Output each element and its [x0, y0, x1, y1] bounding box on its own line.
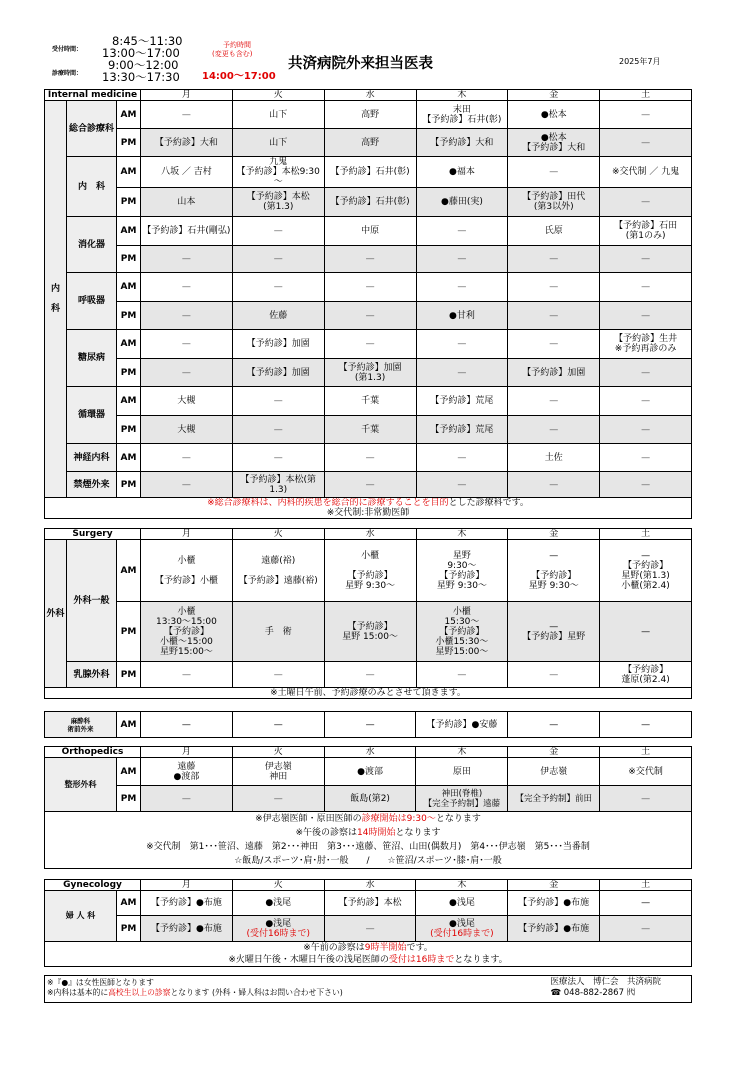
breast-surgery-label: 乳腺外科	[67, 662, 117, 688]
surgery-pm-wed: 【予約診】 星野 15:00～	[324, 602, 416, 662]
schedule-cell: 大槻	[141, 387, 233, 416]
schedule-cell: —	[600, 359, 692, 387]
ortho-pm-row: PM — — 飯島(第2) 神田(脊椎) 【完全予約制】遠藤 【完全予約制】前田 —	[45, 786, 692, 812]
anesthesia-table: 麻酔科 術前外来 AM — — — 【予約診】●安藤 — —	[44, 711, 692, 738]
schedule-cell: —	[141, 359, 233, 387]
surgery-general-label: 外科一般	[67, 540, 117, 662]
schedule-cell: —	[324, 472, 416, 498]
schedule-cell: 山下	[232, 101, 324, 129]
subdept-label: 呼吸器	[67, 273, 117, 330]
schedule-cell: —	[232, 246, 324, 273]
schedule-cell: —	[600, 273, 692, 302]
day-tue: 火	[232, 90, 324, 101]
schedule-date: 2025年7月	[619, 57, 661, 66]
gyn-label: 婦 人 科	[45, 891, 117, 942]
schedule-cell: ●藤田(実)	[416, 188, 508, 217]
subdept-label: 禁煙外来	[67, 472, 117, 498]
schedule-cell: —	[508, 273, 600, 302]
schedule-cell: 【予約診】石井(彰)	[324, 188, 416, 217]
schedule-cell: —	[324, 330, 416, 359]
schedule-cell: —	[141, 246, 233, 273]
reception-time-label: 受付時間：	[52, 46, 83, 53]
hospital-name: 医療法人 博仁会 共済病院	[550, 977, 661, 987]
schedule-cell: 山下	[232, 129, 324, 157]
page-title: 共済病院外来担当医表	[288, 56, 433, 72]
internal-row	[45, 416, 692, 444]
gyn-notes: ※午前の診察は9時半開始です。 ※火曜日午後・木曜日午後の浅尾医師の受付は16時までとなります。	[45, 942, 692, 967]
internal-medicine-table	[44, 89, 692, 519]
internal-category: 内科	[45, 101, 67, 498]
subdept-label: 糖尿病	[67, 330, 117, 387]
consult-afternoon: 13:30～17:30	[102, 70, 180, 84]
schedule-cell: —	[600, 472, 692, 498]
reserve-label: 予約時間	[223, 41, 251, 49]
schedule-cell: 大槻	[141, 416, 233, 444]
gyn-am-row: 婦 人 科 AM 【予約診】●布施 ●浅尾 【予約診】本松 ●浅尾 【予約診】●布施 —	[45, 891, 692, 916]
ampm-label: AM	[117, 387, 141, 416]
schedule-cell: —	[508, 472, 600, 498]
schedule-cell: —	[232, 444, 324, 472]
surgery-category: 外科	[45, 540, 67, 688]
hospital-contact	[550, 977, 661, 999]
footer-notes: ※『●』は女性医師となります ※内科は基本的に高校生以上の診察となります (外科・婦人科はお問い合わせ下さい)	[47, 978, 343, 997]
schedule-cell: —	[600, 444, 692, 472]
internal-row	[45, 157, 692, 188]
schedule-cell: 【予約診】田代 (第3以外)	[508, 188, 600, 217]
schedule-cell: —	[232, 387, 324, 416]
surgery-am-mon: 小櫃 【予約診】小櫃	[141, 540, 233, 602]
schedule-cell: —	[141, 444, 233, 472]
internal-row	[45, 359, 692, 387]
surgery-pm-fri: — 【予約診】星野	[508, 602, 600, 662]
schedule-cell: —	[232, 273, 324, 302]
schedule-cell: —	[141, 330, 233, 359]
anesthesia-label: 麻酔科 術前外来	[45, 712, 117, 738]
schedule-cell: ●松本 【予約診】大和	[508, 129, 600, 157]
schedule-cell: 【予約診】加園	[232, 359, 324, 387]
schedule-cell: 【予約診】生井 ※予約再診のみ	[600, 330, 692, 359]
schedule-cell: 末田 【予約診】石井(彰)	[416, 101, 508, 129]
ampm-label: PM	[117, 416, 141, 444]
schedule-cell: —	[416, 444, 508, 472]
schedule-cell: —	[600, 188, 692, 217]
schedule-cell: 高野	[324, 129, 416, 157]
page-header	[0, 0, 735, 88]
internal-row	[45, 188, 692, 217]
gynecology-table: Gynecology 月 火 水 木 金 土 婦 人 科 AM 【予約診】●布施 ●浅尾 【予約診】本松 ●浅尾 【予約診】●布施 — PM 【予約診】●布施 ●浅尾 (受付16時まで) — ●浅尾 (受付16時まで) 【予約診】●布施 — ※午前の診察は9時半開始です。 ※火曜日午後・木曜日午後の浅尾医師の受付は16時までとなります。	[44, 879, 692, 967]
surgery-am-row	[45, 540, 692, 602]
pm-label: PM	[117, 602, 141, 662]
schedule-cell: —	[232, 416, 324, 444]
schedule-cell: —	[324, 246, 416, 273]
surgery-table	[44, 528, 692, 699]
surgery-am-sat: — 【予約診】 星野(第1.3) 小櫃(第2.4)	[600, 540, 692, 602]
schedule-cell: —	[600, 387, 692, 416]
internal-row	[45, 472, 692, 498]
ortho-am-row: 整形外科 AM 遠藤 ●渡部 伊志嶺 神田 ●渡部 原田 伊志嶺 ※交代制	[45, 758, 692, 786]
ampm-label: AM	[117, 444, 141, 472]
schedule-cell: 【予約診】石井(剛弘)	[141, 217, 233, 246]
ampm-label: AM	[117, 101, 141, 129]
internal-row	[45, 129, 692, 157]
schedule-cell: 【予約診】加園	[508, 359, 600, 387]
subdept-label: 循環器	[67, 387, 117, 444]
schedule-cell: 佐藤	[232, 302, 324, 330]
schedule-cell: 【予約診】本松 (第1.3)	[232, 188, 324, 217]
schedule-cell: —	[600, 129, 692, 157]
surgery-pm-thu: 小櫃 15:30～ 【予約診】 小櫃15:30～ 星野15:00～	[416, 602, 508, 662]
section-label: Gynecology	[45, 880, 141, 891]
schedule-cell: 中原	[324, 217, 416, 246]
breast-sat: 【予約診】 蓬原(第2.4)	[600, 662, 692, 688]
internal-row	[45, 273, 692, 302]
surgery-am-wed: 小櫃 【予約診】 星野 9:30～	[324, 540, 416, 602]
schedule-cell: ※交代制 ／ 九鬼	[600, 157, 692, 188]
ortho-label: 整形外科	[45, 758, 117, 812]
subdept-label: 内 科	[67, 157, 117, 217]
section-label: Internal medicine	[45, 90, 141, 101]
schedule-cell: 山本	[141, 188, 233, 217]
ampm-label: AM	[117, 273, 141, 302]
internal-note: ※総合診療科は、内科的疾患を総合的に診療することを目的とした診療科です。 ※交代制:非常勤医師	[45, 498, 692, 519]
day-header-row: Surgery 月 火 水 木 金 土	[45, 529, 692, 540]
ampm-label: AM	[117, 330, 141, 359]
hospital-phone: ☎ 048-882-2867 ㈹	[550, 988, 636, 998]
day-wed: 水	[324, 90, 416, 101]
surgery-pm-row	[45, 602, 692, 662]
ampm-label: PM	[117, 472, 141, 498]
consult-morning: 9:00～12:00	[108, 58, 179, 72]
consult-time-label: 診療時間：	[52, 70, 83, 77]
schedule-cell: —	[324, 273, 416, 302]
schedule-cell: 【予約診】加園	[232, 330, 324, 359]
schedule-cell: 【予約診】大和	[141, 129, 233, 157]
schedule-cell: —	[141, 101, 233, 129]
ampm-label: AM	[117, 157, 141, 188]
schedule-cell: —	[416, 472, 508, 498]
schedule-cell: —	[141, 302, 233, 330]
schedule-cell: —	[324, 302, 416, 330]
schedule-cell: —	[141, 273, 233, 302]
surgery-note: ※土曜日午前、予約診療のみとさせて頂きます。	[45, 688, 692, 699]
reception-morning: 8:45～11:30	[112, 34, 183, 48]
schedule-cell: —	[600, 101, 692, 129]
schedule-cell: 高野	[324, 101, 416, 129]
schedule-cell: —	[141, 472, 233, 498]
internal-row	[45, 387, 692, 416]
reserve-time: 14:00～17:00	[202, 71, 276, 82]
schedule-cell: —	[416, 359, 508, 387]
breast-row: 乳腺外科 PM — — — — — 【予約診】 蓬原(第2.4)	[45, 662, 692, 688]
schedule-cell: 氏原	[508, 217, 600, 246]
schedule-cell: 八坂 ／ 吉村	[141, 157, 233, 188]
ampm-label: PM	[117, 302, 141, 330]
subdept-label: 神経内科	[67, 444, 117, 472]
schedule-cell: ●松本	[508, 101, 600, 129]
day-thu: 木	[416, 90, 508, 101]
surgery-pm-mon: 小櫃 13:30～15:00 【予約診】 小櫃～15:00 星野15:00～	[141, 602, 233, 662]
internal-row	[45, 330, 692, 359]
schedule-cell: ●甘利	[416, 302, 508, 330]
ampm-label: PM	[117, 359, 141, 387]
schedule-cell: —	[508, 302, 600, 330]
section-label: Orthopedics	[45, 747, 141, 758]
ampm-label: PM	[117, 129, 141, 157]
surgery-am-fri: — 【予約診】 星野 9:30～	[508, 540, 600, 602]
footer-box	[44, 975, 692, 1003]
schedule-cell: —	[508, 387, 600, 416]
surgery-am-thu: 星野 9:30～ 【予約診】 星野 9:30～	[416, 540, 508, 602]
ampm-label: PM	[117, 188, 141, 217]
schedule-cell: —	[600, 246, 692, 273]
schedule-cell: —	[416, 246, 508, 273]
reception-afternoon: 13:00～17:00	[102, 46, 180, 60]
schedule-cell: 【予約診】大和	[416, 129, 508, 157]
schedule-cell: —	[416, 330, 508, 359]
schedule-cell: —	[600, 302, 692, 330]
schedule-cell: 【予約診】荒尾	[416, 387, 508, 416]
schedule-cell: 【予約診】本松(第1.3)	[232, 472, 324, 498]
schedule-cell: 【予約診】石井(彰)	[324, 157, 416, 188]
section-label: Surgery	[45, 529, 141, 540]
ampm-label: AM	[117, 217, 141, 246]
surgery-am-tue: 遠藤(裕) 【予約診】遠藤(裕)	[232, 540, 324, 602]
surgery-pm-sat: —	[600, 602, 692, 662]
internal-row	[45, 444, 692, 472]
schedule-cell: —	[508, 330, 600, 359]
schedule-cell: 土佐	[508, 444, 600, 472]
schedule-cell: ●福本	[416, 157, 508, 188]
reserve-label-sub: (変更も含む)	[212, 50, 253, 58]
internal-row	[45, 246, 692, 273]
schedule-cell: —	[508, 246, 600, 273]
schedule-cell: 【予約診】荒尾	[416, 416, 508, 444]
schedule-cell: 【予約診】加園 (第1.3)	[324, 359, 416, 387]
schedule-cell: 千葉	[324, 387, 416, 416]
surgery-pm-tue: 手 術	[232, 602, 324, 662]
ortho-notes: ※伊志嶺医師・原田医師の診療開始は9:30～となります ※午後の診察は14時開始となります ※交代制 第1･･･笹沼、遠藤 第2･･･神田 第3･･･遠藤、笹沼、山田(偶数月) 第4･･･伊志嶺 第5･･･当番制 ☆飯島/スポーツ･肩･肘･一般 / ☆笹沼/スポーツ･膝･肩･一般	[45, 812, 692, 869]
internal-row	[45, 101, 692, 129]
gyn-pm-row: PM 【予約診】●布施 ●浅尾 (受付16時まで) — ●浅尾 (受付16時まで) 【予約診】●布施 —	[45, 916, 692, 942]
internal-row	[45, 302, 692, 330]
schedule-cell: —	[508, 416, 600, 444]
day-fri: 金	[508, 90, 600, 101]
orthopedics-table: Orthopedics 月 火 水 木 金 土 整形外科 AM 遠藤 ●渡部 伊志嶺 神田 ●渡部 原田 伊志嶺 ※交代制 PM — — 飯島(第2) 神田(脊椎) 【完全予約制】遠藤 【完全予約制】前田 — ※伊志嶺医師・原田医師の診療開始は9:30～となります ※午後の診察は14時開始となります ※交代制 第1･･･笹沼、遠藤 第2･･･神田 第3･･･遠藤、笹沼、山田(偶数月) 第4･･･伊志嶺 第5･･･当番制 ☆飯島/スポーツ･肩･肘･一般 / ☆笹沼/スポーツ･膝･肩･一般	[44, 746, 692, 869]
schedule-cell: 【予約診】石田 (第1のみ)	[600, 217, 692, 246]
schedule-cell: 千葉	[324, 416, 416, 444]
internal-row	[45, 217, 692, 246]
day-header-row	[45, 90, 692, 101]
schedule-cell: —	[232, 217, 324, 246]
schedule-cell: —	[600, 416, 692, 444]
schedule-cell: —	[508, 157, 600, 188]
subdept-label: 総合診療科	[67, 101, 117, 157]
schedule-cell: —	[416, 273, 508, 302]
schedule-cell: 九鬼 【予約診】本松9:30～	[232, 157, 324, 188]
subdept-label: 消化器	[67, 217, 117, 273]
day-mon: 月	[141, 90, 233, 101]
schedule-cell: —	[416, 217, 508, 246]
ampm-label: PM	[117, 246, 141, 273]
am-label: AM	[117, 540, 141, 602]
schedule-cell: —	[324, 444, 416, 472]
day-sat: 土	[600, 90, 692, 101]
